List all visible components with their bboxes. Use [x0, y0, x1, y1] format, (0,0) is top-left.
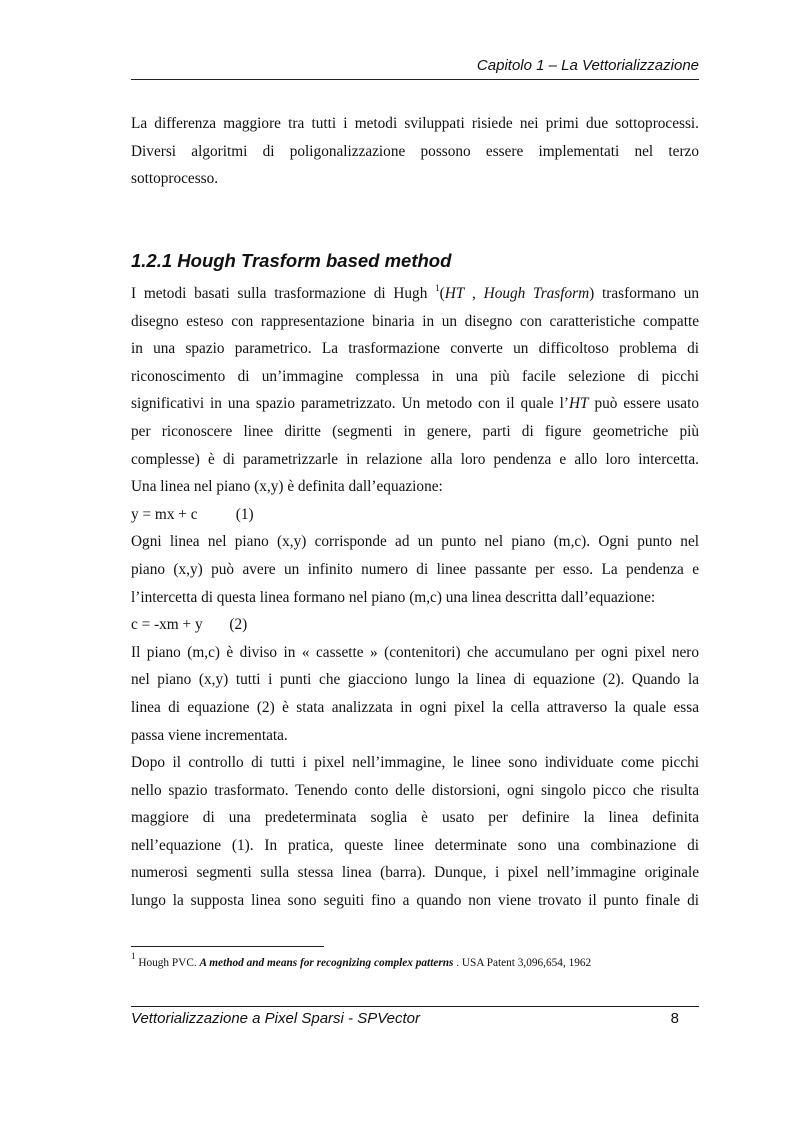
text-span: ,: [464, 285, 484, 302]
text-line: maggiore di una predeterminata soglia è usato per definire la linea definita: [131, 809, 699, 827]
text-line: Una linea nel piano (x,y) è definita dall’equazione:: [131, 478, 443, 496]
intro-paragraph: [131, 110, 699, 193]
text-line: nello spazio trasformato. Tenendo conto delle distorsioni, ogni singolo picco che risulta: [131, 781, 699, 799]
footnote: [131, 951, 699, 969]
text-line: Diversi algoritmi di poligonalizzazione possono essere implementati nel terzo: [131, 142, 699, 160]
footnote-author: Hough PVC.: [135, 957, 200, 969]
ht-abbreviation: HT: [444, 285, 465, 302]
equation-1: y = mx + c (1): [131, 505, 254, 523]
ht-abbreviation: HT: [568, 395, 589, 413]
text-line: Dopo il controllo di tutti i pixel nell’immagine, le linee sono individuate come picchi: [131, 754, 699, 772]
equation-2: c = -xm + y (2): [131, 616, 248, 634]
text-span: (: [439, 285, 445, 302]
text-line: [131, 280, 699, 308]
text-line: nel piano (x,y) tutti i punti che giacciono lungo la linea di equazione (2). Quando la: [131, 671, 699, 689]
text-line: Ogni linea nel piano (x,y) corrisponde ad un punto nel piano (m,c). Ogni punto nel: [131, 533, 699, 551]
text-line: [131, 390, 699, 418]
footnote-title: A method and means for recognizing complex patterns: [199, 957, 454, 969]
text-line: La differenza maggiore tra tutti i metodi sviluppati risiede nei primi due sottoprocessi.: [131, 115, 699, 132]
running-footer: [131, 1010, 699, 1027]
text-line: riconoscimento di un’immagine complessa in una più facile selezione di picchi: [131, 367, 699, 385]
text-line: numerosi segmenti sulla stessa linea (barra). Dunque, i pixel nell’immagine originale: [131, 864, 699, 882]
page-number: 8: [670, 1010, 679, 1027]
footer-title: Vettorializzazione a Pixel Sparsi - SPVector: [131, 1010, 421, 1027]
text-line: complesse) è di parametrizzarle in relazione alla loro pendenza e allo loro intercetta.: [131, 450, 699, 468]
text-line: per riconoscere linee diritte (segmenti in genere, parti di figure geometriche più: [131, 422, 699, 440]
text-span: può essere usato: [588, 395, 699, 413]
section-body: [131, 280, 699, 915]
header-rule: [131, 79, 699, 80]
text-line: l’intercetta di questa linea formano nel piano (m,c) una linea descritta dall’equazione:: [131, 588, 656, 606]
footnote-number: 1: [131, 951, 136, 961]
text-span: significativi in una spazio parametrizzato. Un metodo con il quale l’: [131, 395, 569, 413]
text-line: Il piano (m,c) è diviso in « cassette » (contenitori) che accumulano per ogni pixel nero: [131, 643, 699, 661]
running-header: Capitolo 1 – La Vettorializzazione: [476, 57, 699, 74]
text-span: I metodi basati sulla trasformazione di Hugh: [131, 285, 436, 302]
text-line: sottoprocesso.: [131, 170, 219, 188]
text-line: in una spazio parametrico. La trasformazione converte un difficoltoso problema di: [131, 340, 699, 358]
footnote-rule: [131, 946, 324, 947]
section-title: 1.2.1 Hough Trasform based method: [131, 250, 452, 271]
footnote-rest: . USA Patent 3,096,654, 1962: [453, 957, 592, 969]
footnote-ref[interactable]: 1: [435, 283, 440, 293]
text-line: nell’equazione (1). In pratica, queste linee determinate sono una combinazione di: [131, 836, 699, 854]
text-line: linea di equazione (2) è stata analizzata in ogni pixel la cella attraverso la quale essa: [131, 698, 699, 716]
text-span: trasformano un: [594, 285, 700, 302]
text-line: passa viene incrementata.: [131, 726, 288, 744]
text-line: piano (x,y) può avere un infinito numero di linee passante per esso. La pendenza e: [131, 560, 699, 578]
text-line: disegno esteso con rappresentazione binaria in un disegno con caratteristiche compatte: [131, 312, 699, 330]
text-line: lungo la supposta linea sono seguiti fino a quando non viene trovato il punto finale di: [131, 892, 699, 910]
text-span: ): [589, 285, 595, 302]
footer-rule: [131, 1006, 699, 1007]
ht-full-name: Hough Trasform: [483, 285, 590, 302]
